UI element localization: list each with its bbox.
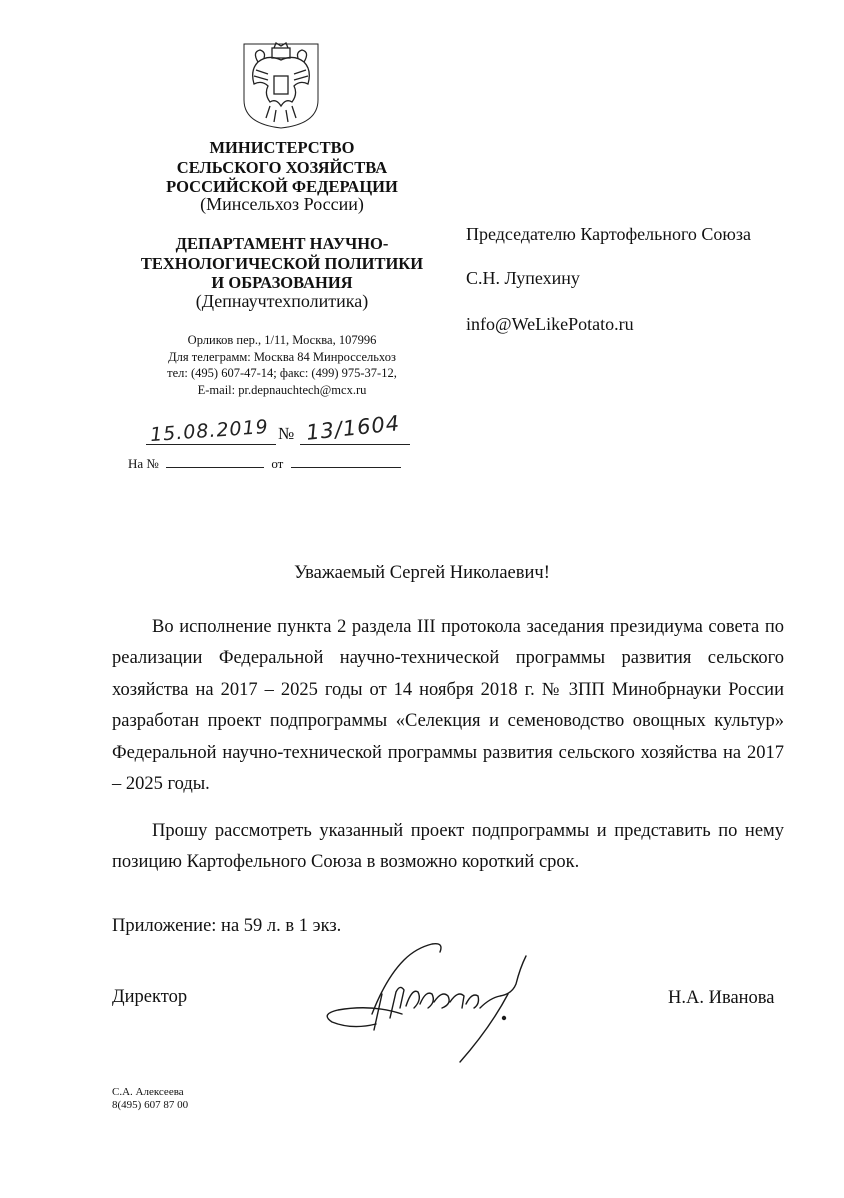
signer-position: Директор (112, 987, 188, 1007)
attachment-note: Приложение: на 59 л. в 1 экз. (112, 916, 342, 936)
contact-info (118, 332, 446, 398)
department-line: ТЕХНОЛОГИЧЕСКОЙ ПОЛИТИКИ (140, 253, 424, 273)
contact-telegram: Для телеграмм: Москва 84 Минроссельхоз (168, 349, 396, 364)
ministry-line: СЕЛЬСКОГО ХОЗЯЙСТВА (176, 157, 388, 177)
contact-email: E-mail: pr.depnauchtech@mcx.ru (197, 382, 367, 397)
reference-number-blank (166, 467, 264, 468)
signer-name: Н.А. Иванова (668, 988, 775, 1008)
addressee-title: Председателю Картофельного Союза (466, 224, 751, 244)
ministry-short-name: (Минсельхоз России) (200, 194, 364, 214)
department-name (118, 234, 446, 293)
double-headed-eagle-icon (238, 40, 324, 130)
contact-phone: тел: (495) 607-47-14; факс: (499) 975-37-12, (167, 366, 397, 380)
addressee-email: info@WeLikePotato.ru (466, 314, 634, 334)
ministry-line: РОССИЙСКОЙ ФЕДЕРАЦИИ (166, 177, 398, 196)
body-paragraph: Во исполнение пункта 2 раздела III протокола заседания президиума совета по реализации Федеральной научно-технической программы развития сельского хозяйства на 2017 – 2025 годы от 14 ноября 2018 г. № 3ПП Минобрнауки России разработан проект подпрограммы «Селекция и семеноводство овощных культур» Федеральной научно-технической программы развития сельского хозяйства на 2017 – 2025 годы. (112, 617, 784, 795)
outgoing-number: 13/1604 (305, 411, 402, 445)
handwritten-signature (312, 938, 542, 1068)
reference-number-label: На № (128, 456, 159, 471)
reference-row (128, 456, 401, 472)
body-paragraph: Прошу рассмотреть указанный проект подпрограммы и представить по нему позицию Картофельного Союза в возможно короткий срок. (112, 821, 784, 873)
department-short-name: (Депнаучтехполитика) (195, 291, 369, 311)
reference-from-label: от (271, 456, 284, 471)
number-underline (300, 444, 410, 445)
outgoing-date: 15.08.2019 (149, 415, 270, 447)
executor-info (112, 1086, 188, 1112)
salutation: Уважаемый Сергей Николаевич! (294, 563, 550, 583)
department-line: ДЕПАРТАМЕНТ НАУЧНО- (175, 234, 389, 253)
executor-phone: 8(495) 607 87 00 (112, 1099, 189, 1111)
reference-date-blank (291, 467, 401, 468)
department-line: И ОБРАЗОВАНИЯ (211, 273, 353, 292)
contact-address: Орликов пер., 1/11, Москва, 107996 (187, 333, 377, 347)
number-sign: № (278, 424, 295, 443)
ministry-name (118, 138, 446, 197)
executor-name: С.А. Алексеева (112, 1086, 184, 1098)
ministry-line: МИНИСТЕРСТВО (209, 138, 355, 157)
addressee-name: С.Н. Лупехину (466, 268, 580, 288)
